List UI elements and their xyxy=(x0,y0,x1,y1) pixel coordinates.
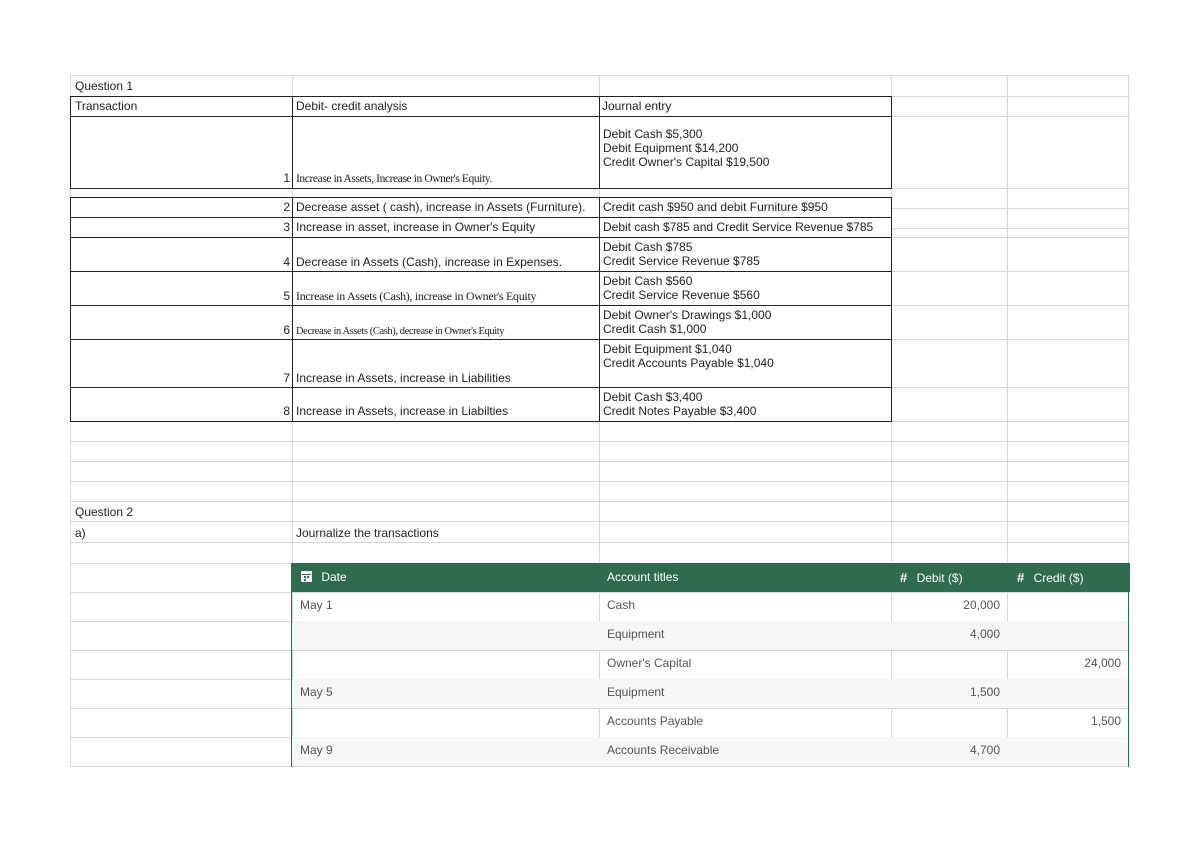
row-2-number: 2 xyxy=(283,200,290,214)
row-8-analysis: Increase in Assets, increase in Liabilties xyxy=(296,404,509,418)
row-4-journal-line: Credit Service Revenue $785 xyxy=(603,254,760,268)
account-column-header[interactable]: Account titles xyxy=(607,570,679,584)
row-2-transaction-cell[interactable] xyxy=(70,197,293,218)
date-header-label: Date xyxy=(321,570,347,584)
row-8-journal-line: Debit Cash $3,400 xyxy=(603,390,703,404)
row-6-analysis: Decrease in Assets (Cash), decrease in Owner's Equity xyxy=(296,326,505,337)
credit-header-label: Credit ($) xyxy=(1033,571,1084,585)
journal-date: May 9 xyxy=(300,743,333,757)
debit-header-label: Debit ($) xyxy=(916,571,963,585)
journal-account: Accounts Receivable xyxy=(607,743,720,757)
row-2-journal: Credit cash $950 and debit Furniture $950 xyxy=(603,200,828,214)
row-7-analysis: Increase in Assets, increase in Liabilities xyxy=(296,371,511,385)
row-8-journal xyxy=(603,390,756,418)
row-6-journal xyxy=(603,308,771,336)
header-transaction: Transaction xyxy=(75,99,138,113)
journal-credit: 1,500 xyxy=(1090,714,1121,728)
row-4-transaction-cell[interactable] xyxy=(70,237,293,272)
question-2-instruction: Journalize the transactions xyxy=(296,526,439,540)
journal-account: Owner's Capital xyxy=(607,656,692,670)
row-1-number: 1 xyxy=(283,171,290,185)
row-5-journal xyxy=(603,274,760,302)
spreadsheet xyxy=(70,75,1130,767)
header-analysis: Debit- credit analysis xyxy=(296,99,408,113)
hash-icon: # xyxy=(1017,570,1025,585)
question-2-part: a) xyxy=(75,526,86,540)
row-7-journal-line: Debit Equipment $1,040 xyxy=(603,342,732,356)
row-3-transaction-cell[interactable] xyxy=(70,217,293,238)
journal-account: Equipment xyxy=(607,685,665,699)
row-7-transaction-cell[interactable] xyxy=(70,339,293,388)
journal-debit: 4,000 xyxy=(969,627,1000,641)
header-journal: Journal entry xyxy=(602,99,672,113)
row-6-journal-line: Credit Cash $1,000 xyxy=(603,322,707,336)
row-1-journal xyxy=(603,127,769,169)
journal-account: Accounts Payable xyxy=(607,714,704,728)
journal-account: Equipment xyxy=(607,627,665,641)
row-7-journal-line: Credit Accounts Payable $1,040 xyxy=(603,356,774,370)
journal-credit: 24,000 xyxy=(1084,656,1121,670)
row-5-transaction-cell[interactable] xyxy=(70,271,293,306)
row-5-number: 5 xyxy=(283,289,290,303)
hash-icon: # xyxy=(900,570,908,585)
date-column-header[interactable] xyxy=(301,570,347,585)
journal-row-band xyxy=(292,621,1130,650)
row-2-analysis: Decrease asset ( cash), increase in Assets (Furniture). xyxy=(296,200,586,214)
row-1-transaction-cell[interactable] xyxy=(70,116,293,189)
row-8-number: 8 xyxy=(283,404,290,418)
row-7-journal xyxy=(603,342,774,370)
row-1-journal-line: Credit Owner's Capital $19,500 xyxy=(603,155,770,169)
row-5-journal-line: Credit Service Revenue $560 xyxy=(603,288,760,302)
row-5-analysis: Increase in Assets (Cash), increase in Owner's Equity xyxy=(296,289,537,303)
journal-debit: 4,700 xyxy=(969,743,1000,757)
row-6-journal-line: Debit Owner's Drawings $1,000 xyxy=(603,308,772,322)
row-1-analysis: Increase in Assets, Increase in Owner's Equity. xyxy=(296,173,492,185)
row-4-analysis: Decrease in Assets (Cash), increase in Expenses. xyxy=(296,255,563,269)
journal-debit: 20,000 xyxy=(963,598,1000,612)
debit-column-header[interactable] xyxy=(900,570,963,586)
row-8-transaction-cell[interactable] xyxy=(70,387,293,422)
row-8-journal-line: Credit Notes Payable $3,400 xyxy=(603,404,757,418)
row-6-transaction-cell[interactable] xyxy=(70,305,293,340)
row-1-journal-line: Debit Cash $5,300 xyxy=(603,127,703,141)
row-3-number: 3 xyxy=(283,220,290,234)
journal-date: May 5 xyxy=(300,685,333,699)
journal-table-border xyxy=(1128,563,1129,767)
row-3-journal: Debit cash $785 and Credit Service Revenue $785 xyxy=(603,220,874,234)
row-5-journal-line: Debit Cash $560 xyxy=(603,274,693,288)
row-4-number: 4 xyxy=(283,255,290,269)
journal-date: May 1 xyxy=(300,598,333,612)
question-1-title: Question 1 xyxy=(75,79,134,93)
row-3-analysis: Increase in asset, increase in Owner's Equity xyxy=(296,220,536,234)
journal-account: Cash xyxy=(607,598,636,612)
journal-table-border xyxy=(291,563,292,767)
journal-row-band xyxy=(292,679,1130,708)
row-7-number: 7 xyxy=(283,371,290,385)
row-4-journal-line: Debit Cash $785 xyxy=(603,240,693,254)
calendar-icon xyxy=(301,571,312,582)
row-4-journal xyxy=(603,240,760,268)
journal-table-header xyxy=(292,563,1130,592)
question-2-title: Question 2 xyxy=(75,505,134,519)
row-6-number: 6 xyxy=(283,323,290,337)
journal-debit: 1,500 xyxy=(969,685,1000,699)
credit-column-header[interactable] xyxy=(1017,570,1084,586)
row-1-journal-line: Debit Equipment $14,200 xyxy=(603,141,739,155)
